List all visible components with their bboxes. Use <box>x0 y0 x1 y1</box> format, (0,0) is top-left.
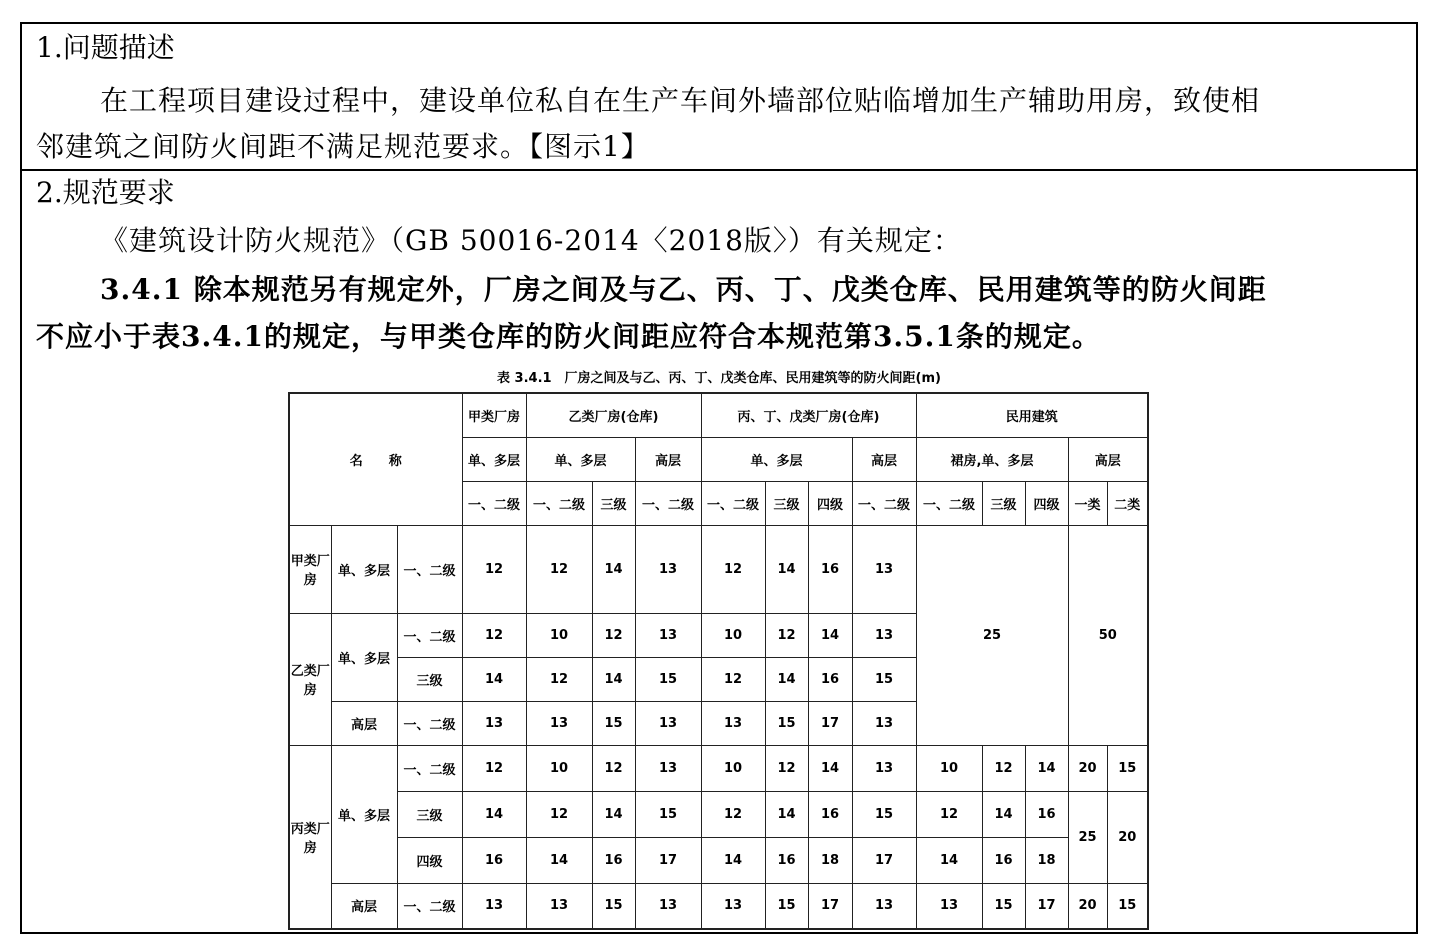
grade-cell: 一、二级 <box>916 481 982 525</box>
value-cell: 14 <box>765 525 808 613</box>
value-cell: 16 <box>808 525 852 613</box>
value-cell: 18 <box>1025 837 1068 883</box>
row-label-grade: 三级 <box>397 791 462 837</box>
value-cell: 10 <box>526 745 592 791</box>
value-cell: 16 <box>765 837 808 883</box>
value-cell: 17 <box>1025 883 1068 929</box>
grade-cell: 四级 <box>808 481 852 525</box>
value-cell: 14 <box>765 657 808 701</box>
value-cell: 12 <box>462 745 526 791</box>
class-cell: 二类 <box>1107 481 1148 525</box>
table-caption: 表 3.4.1 厂房之间及与乙、丙、丁、戊类仓库、民用建筑等的防火间距(m) <box>497 371 941 386</box>
header-yi: 乙类厂房(仓库) <box>526 393 701 437</box>
row-label-grade: 四级 <box>397 837 462 883</box>
class-cell: 一类 <box>1068 481 1107 525</box>
header-min-gao: 高层 <box>1068 437 1148 481</box>
grade-cell: 一、二级 <box>635 481 701 525</box>
header-bing-dan: 单、多层 <box>701 437 852 481</box>
header-bing: 丙、丁、戊类厂房(仓库) <box>701 393 916 437</box>
section2-heading: 2.规范要求 <box>36 176 175 209</box>
header-jia-dan: 单、多层 <box>462 437 526 481</box>
row-label-grade: 一、二级 <box>397 745 462 791</box>
header-min-qun: 裙房,单、多层 <box>916 437 1068 481</box>
value-cell: 15 <box>592 883 635 929</box>
header-min: 民用建筑 <box>916 393 1148 437</box>
section2-line3: 不应小于表3.4.1的规定，与甲类仓库的防火间距应符合本规范第3.5.1条的规定。 <box>36 320 1101 353</box>
section2-line2: 3.4.1 除本规范另有规定外，厂房之间及与乙、丙、丁、戊类仓库、民用建筑等的防火间距 <box>100 273 1267 306</box>
value-cell: 17 <box>635 837 701 883</box>
row-label-gao: 高层 <box>331 883 397 929</box>
value-cell: 18 <box>808 837 852 883</box>
value-cell: 17 <box>808 883 852 929</box>
value-cell: 13 <box>635 745 701 791</box>
value-cell: 20 <box>1068 883 1107 929</box>
merged-bing-c2: 20 <box>1107 791 1148 883</box>
value-cell: 16 <box>1025 791 1068 837</box>
grade-cell: 一、二级 <box>852 481 916 525</box>
row-label-grade: 一、二级 <box>397 883 462 929</box>
value-cell: 12 <box>526 791 592 837</box>
value-cell: 12 <box>982 745 1025 791</box>
grade-cell: 一、二级 <box>462 481 526 525</box>
value-cell: 14 <box>808 745 852 791</box>
value-cell: 20 <box>1068 745 1107 791</box>
value-cell: 12 <box>462 525 526 613</box>
value-cell: 16 <box>808 791 852 837</box>
value-cell: 10 <box>701 613 765 657</box>
row-label-dan: 单、多层 <box>331 745 397 883</box>
value-cell: 12 <box>916 791 982 837</box>
row-label-jia: 甲类厂房 <box>289 525 331 613</box>
value-cell: 12 <box>765 613 808 657</box>
value-cell: 13 <box>635 701 701 745</box>
row-label-grade: 一、二级 <box>397 701 462 745</box>
value-cell: 13 <box>852 883 916 929</box>
row-label-grade: 三级 <box>397 657 462 701</box>
header-name: 名 称 <box>289 393 462 525</box>
value-cell: 13 <box>701 701 765 745</box>
grade-cell: 三级 <box>982 481 1025 525</box>
value-cell: 12 <box>701 657 765 701</box>
value-cell: 15 <box>765 701 808 745</box>
row-label-grade: 一、二级 <box>397 613 462 657</box>
value-cell: 16 <box>808 657 852 701</box>
value-cell: 16 <box>462 837 526 883</box>
value-cell: 12 <box>526 525 592 613</box>
value-cell: 13 <box>852 525 916 613</box>
section1-line1: 在工程项目建设过程中，建设单位私自在生产车间外墙部位贴临增加生产辅助用房，致使相 <box>100 84 1261 117</box>
value-cell: 13 <box>701 883 765 929</box>
value-cell: 13 <box>852 745 916 791</box>
value-cell: 14 <box>701 837 765 883</box>
value-cell: 13 <box>526 701 592 745</box>
value-cell: 10 <box>526 613 592 657</box>
value-cell: 12 <box>701 791 765 837</box>
value-cell: 14 <box>462 657 526 701</box>
value-cell: 13 <box>635 883 701 929</box>
value-cell: 12 <box>592 745 635 791</box>
value-cell: 15 <box>852 657 916 701</box>
header-yi-dan: 单、多层 <box>526 437 635 481</box>
value-cell: 15 <box>592 701 635 745</box>
value-cell: 17 <box>852 837 916 883</box>
value-cell: 12 <box>592 613 635 657</box>
value-cell: 13 <box>852 701 916 745</box>
value-cell: 12 <box>526 657 592 701</box>
value-cell: 15 <box>765 883 808 929</box>
value-cell: 14 <box>526 837 592 883</box>
value-cell: 14 <box>765 791 808 837</box>
merged-bing-c1: 25 <box>1068 791 1107 883</box>
value-cell: 14 <box>592 657 635 701</box>
value-cell: 16 <box>592 837 635 883</box>
value-cell: 14 <box>1025 745 1068 791</box>
row-label-gao: 高层 <box>331 701 397 745</box>
section-problem <box>22 24 1416 171</box>
document-frame <box>20 22 1418 934</box>
value-cell: 10 <box>916 745 982 791</box>
value-cell: 14 <box>982 791 1025 837</box>
value-cell: 15 <box>635 791 701 837</box>
merged-min-dan: 25 <box>916 525 1068 745</box>
value-cell: 13 <box>916 883 982 929</box>
value-cell: 13 <box>852 613 916 657</box>
value-cell: 14 <box>808 613 852 657</box>
grade-cell: 四级 <box>1025 481 1068 525</box>
value-cell: 15 <box>852 791 916 837</box>
value-cell: 14 <box>592 525 635 613</box>
section1-line2: 邻建筑之间防火间距不满足规范要求。【图示1】 <box>36 130 650 163</box>
value-cell: 13 <box>462 883 526 929</box>
value-cell: 14 <box>462 791 526 837</box>
row-label-bing: 丙类厂房 <box>289 745 331 929</box>
value-cell: 13 <box>526 883 592 929</box>
value-cell: 13 <box>635 525 701 613</box>
grade-cell: 一、二级 <box>526 481 592 525</box>
value-cell: 10 <box>701 745 765 791</box>
grade-cell: 三级 <box>765 481 808 525</box>
value-cell: 13 <box>462 701 526 745</box>
value-cell: 16 <box>982 837 1025 883</box>
value-cell: 14 <box>916 837 982 883</box>
value-cell: 12 <box>701 525 765 613</box>
header-jia: 甲类厂房 <box>462 393 526 437</box>
value-cell: 15 <box>635 657 701 701</box>
grade-cell: 三级 <box>592 481 635 525</box>
value-cell: 12 <box>765 745 808 791</box>
row-label-dan: 单、多层 <box>331 613 397 701</box>
section2-line1: 《建筑设计防火规范》（GB 50016-2014〈2018版〉）有关规定： <box>100 224 962 257</box>
row-label-yi: 乙类厂房 <box>289 613 331 745</box>
row-label-dan: 单、多层 <box>331 525 397 613</box>
section1-heading: 1.问题描述 <box>36 31 175 64</box>
value-cell: 15 <box>1107 745 1148 791</box>
fire-distance-table <box>288 392 1149 930</box>
header-bing-gao: 高层 <box>852 437 916 481</box>
value-cell: 12 <box>462 613 526 657</box>
merged-min-gao: 50 <box>1068 525 1148 745</box>
row-label-grade: 一、二级 <box>397 525 462 613</box>
value-cell: 15 <box>1107 883 1148 929</box>
value-cell: 13 <box>635 613 701 657</box>
header-yi-gao: 高层 <box>635 437 701 481</box>
grade-cell: 一、二级 <box>701 481 765 525</box>
value-cell: 17 <box>808 701 852 745</box>
value-cell: 15 <box>982 883 1025 929</box>
value-cell: 14 <box>592 791 635 837</box>
